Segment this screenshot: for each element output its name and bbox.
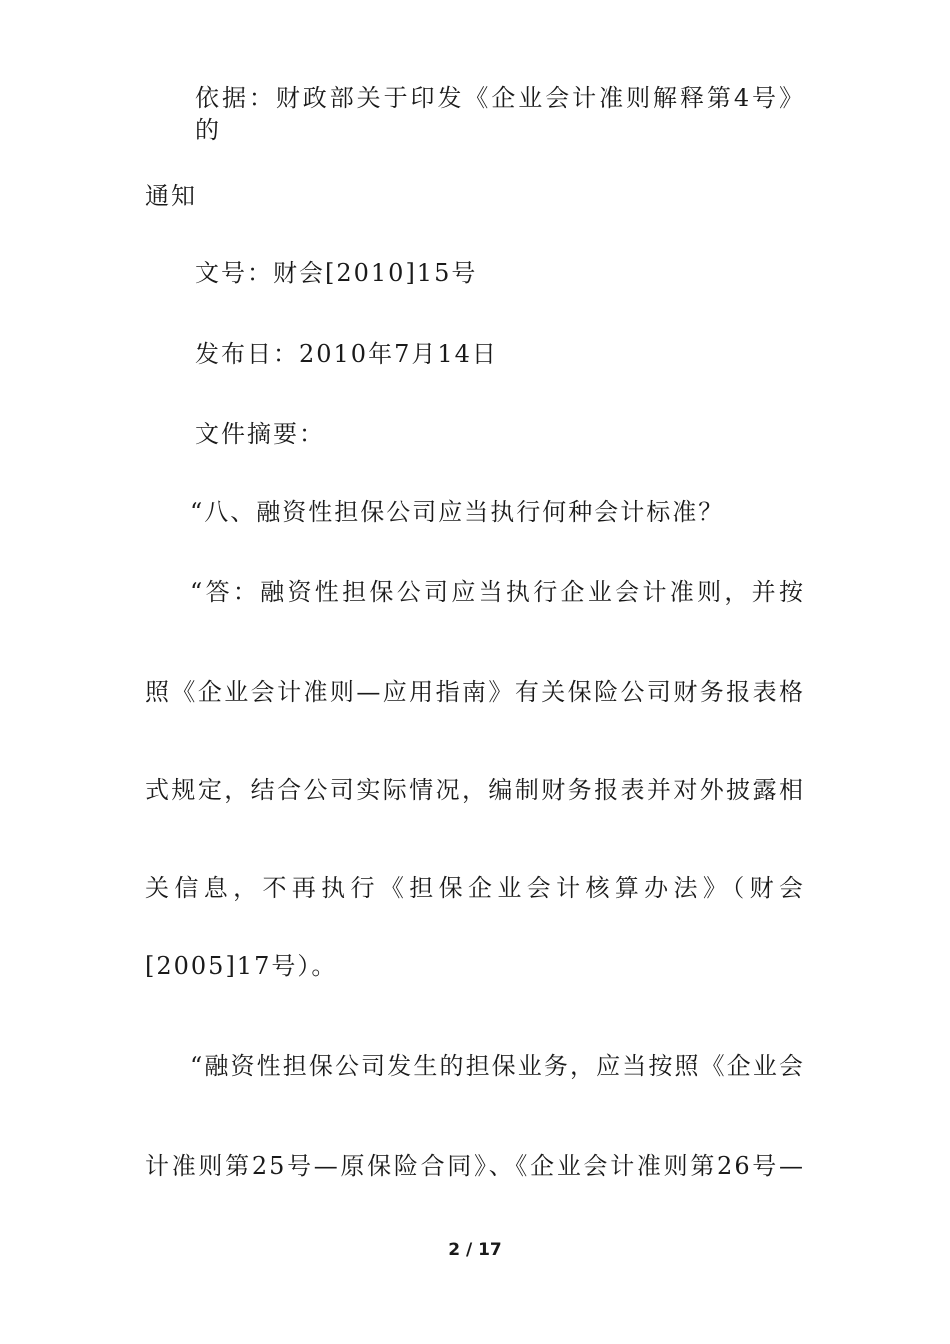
publish-date: 发布日：2010年7月14日 bbox=[195, 340, 498, 368]
summary-heading: 文件摘要： bbox=[195, 420, 325, 448]
answer-line-4: 关信息，不再执行《担保企业会计核算办法》（财会 bbox=[145, 874, 805, 902]
answer-line-3: 式规定，结合公司实际情况，编制财务报表并对外披露相 bbox=[145, 776, 805, 804]
basis-line-continued: 通知 bbox=[145, 182, 197, 210]
guarantee-line-1: “融资性担保公司发生的担保业务，应当按照《企业会 bbox=[190, 1052, 805, 1080]
basis-line: 依据：财政部关于印发《企业会计准则解释第4号》的 bbox=[195, 84, 805, 144]
answer-line-1: “答：融资性担保公司应当执行企业会计准则，并按 bbox=[190, 578, 805, 606]
guarantee-line-2: 计准则第25号—原保险合同》、《企业会计准则第26号— bbox=[145, 1152, 805, 1180]
answer-line-2: 照《企业会计准则—应用指南》有关保险公司财务报表格 bbox=[145, 678, 805, 706]
page-number: 2 / 17 bbox=[448, 1240, 502, 1260]
document-number: 文号：财会[2010]15号 bbox=[195, 259, 478, 287]
answer-line-5: [2005]17号）。 bbox=[145, 952, 338, 980]
question-line: “八、融资性担保公司应当执行何种会计标准？ bbox=[190, 498, 725, 526]
